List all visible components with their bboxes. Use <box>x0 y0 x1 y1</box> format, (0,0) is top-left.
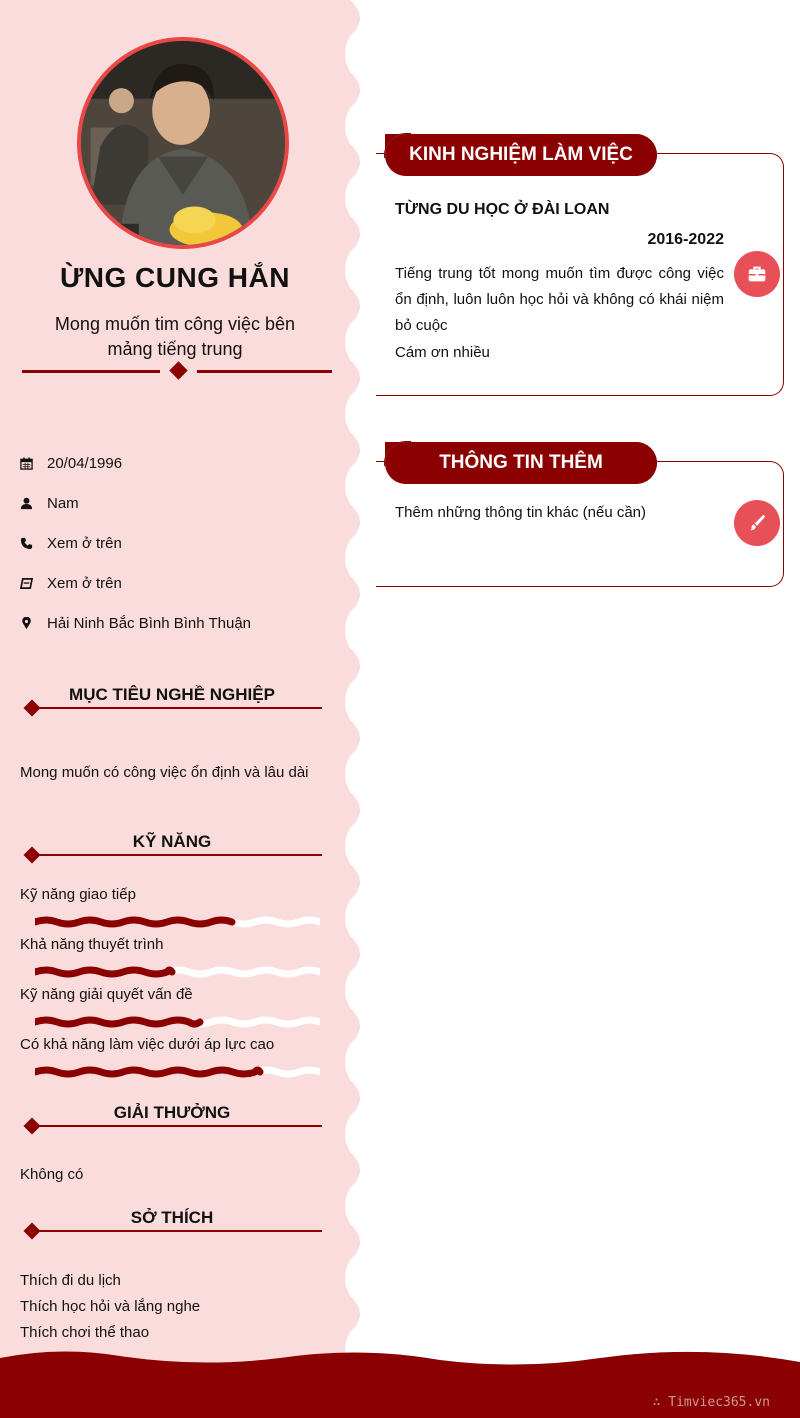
awards-text: Không có <box>20 1166 84 1183</box>
extra-info-title-pill <box>385 442 657 484</box>
skill-level-fill <box>35 920 232 924</box>
job-description: Tiếng trung tốt mong muốn tìm được công việc ổn định, luôn luôn học hỏi và không có khái niệm bỏ cuộc <box>395 265 724 334</box>
extra-info-text: Thêm những thông tin khác (nếu cần) <box>395 504 647 521</box>
section-hobbies-header <box>22 1208 322 1234</box>
hobby-item: Thích học hỏi và lắng nghe <box>20 1298 201 1315</box>
section-skills-title: KỸ NĂNG <box>132 832 212 851</box>
skill-level-bar <box>35 1016 320 1028</box>
section-awards-header <box>22 1103 322 1129</box>
address-value: Hải Ninh Bắc Bình Bình Thuận <box>47 614 252 632</box>
hobby-item: Thích chơi thể thao <box>20 1324 150 1341</box>
extra-info-title: THÔNG TIN THÊM <box>439 452 603 473</box>
skill-name: Có khả năng làm việc dưới áp lực cao <box>20 1036 275 1053</box>
contact-email <box>20 572 340 594</box>
hobby-item: Thích đi du lịch <box>20 1272 121 1289</box>
contact-phone <box>20 532 340 554</box>
skill-level-fill <box>35 1020 200 1024</box>
skill-level-bar <box>35 1066 320 1078</box>
candidate-name: ỪNG CUNG HẮN <box>60 262 290 293</box>
objective-text: Mong muốn có công việc ổn định và lâu dài <box>20 764 309 781</box>
watermark: ∴ Timviec365.vn <box>652 1395 770 1410</box>
skill-level-fill <box>35 1070 260 1074</box>
candidate-tagline: Mong muốn tim công việc bên mảng tiếng trung <box>54 314 296 359</box>
skill-level-fill <box>35 970 172 974</box>
section-objective-header <box>22 685 322 711</box>
skill-name: Kỹ năng giải quyết vấn đề <box>20 986 193 1003</box>
section-awards-title: GIẢI THƯỞNG <box>113 1103 231 1122</box>
job-dates: 2016-2022 <box>647 231 724 248</box>
job-note: Cám ơn nhiều <box>395 344 490 361</box>
phone-value[interactable]: Xem ở trên <box>47 534 122 552</box>
experience-title: KINH NGHIỆM LÀM VIỆC <box>409 144 633 165</box>
calendar-icon <box>20 457 47 470</box>
email-value[interactable]: Xem ở trên <box>47 574 122 592</box>
experience-card <box>376 153 784 396</box>
brush-icon <box>734 500 780 546</box>
gender-value: Nam <box>47 494 79 512</box>
skill-level-bar <box>35 916 320 928</box>
section-objective-title: MỤC TIÊU NGHỀ NGHIỆP <box>69 685 275 704</box>
skill-level-bar <box>35 966 320 978</box>
contact-birthday <box>20 452 340 474</box>
name-divider <box>22 362 332 380</box>
section-skills-header <box>22 832 322 858</box>
avatar <box>77 37 289 249</box>
skill-name: Khả năng thuyết trình <box>20 936 164 953</box>
avatar-photo <box>81 41 285 245</box>
email-icon <box>20 577 47 590</box>
contact-gender <box>20 492 340 514</box>
section-hobbies-title: SỞ THÍCH <box>130 1208 214 1227</box>
briefcase-icon <box>734 251 780 297</box>
user-icon <box>20 497 47 510</box>
skill-name: Kỹ năng giao tiếp <box>20 886 136 903</box>
experience-title-pill <box>385 134 657 176</box>
phone-icon <box>20 537 47 550</box>
location-icon <box>20 617 47 630</box>
job-title: TỪNG DU HỌC Ở ĐÀI LOAN <box>395 201 610 218</box>
birthday-value: 20/04/1996 <box>47 454 123 472</box>
contact-address <box>20 612 340 634</box>
